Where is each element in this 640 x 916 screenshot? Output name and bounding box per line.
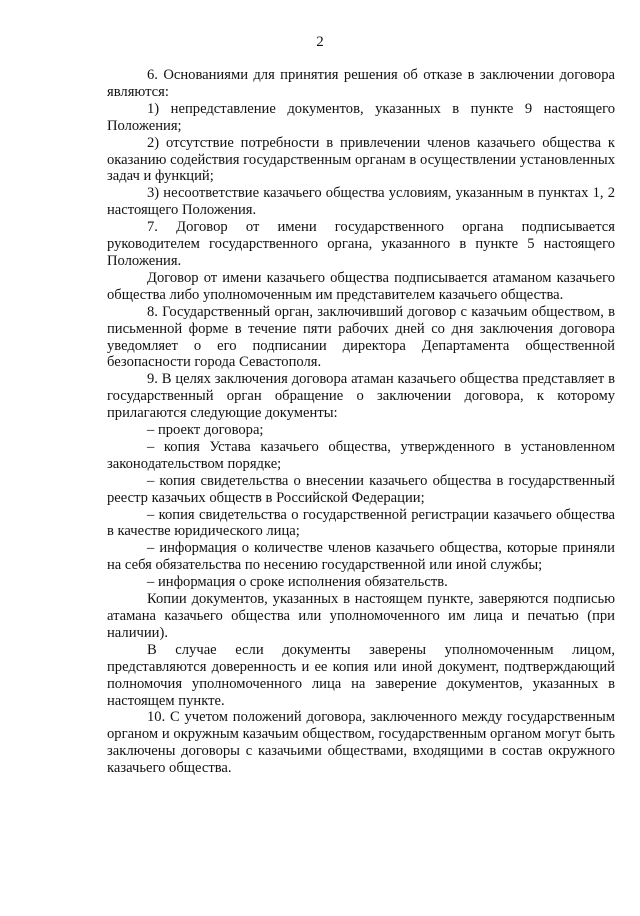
paragraph-7-second: Договор от имени казачьего общества подписывается атаманом казачьего общества либо уполномоченным им представителем казачьего общества.	[107, 269, 615, 303]
paragraph-9-intro: 9. В целях заключения договора атаман казачьего общества представляет в государственный орган обращение о заключении договора, к которому прилагаются следующие документы:	[107, 371, 615, 422]
paragraph-6-item-3: 3) несоответствие казачьего общества условиям, указанным в пунктах 1, 2 настоящего Положения.	[107, 185, 615, 219]
list-item-member-count: – информация о количестве членов казачьего общества, которые приняли на себя обязательства по несению государственной или иной службы;	[107, 540, 615, 574]
paragraph-10: 10. С учетом положений договора, заключенного между государственным органом и окружным казачьим обществом, государственным органом могут быть заключены договоры с казачьими обществами, входящими в состав окружного казачьего общества.	[107, 709, 615, 777]
list-item-draft-contract: – проект договора;	[147, 422, 264, 439]
paragraph-9-copies: Копии документов, указанных в настоящем пункте, заверяются подписью атамана казачьего общества или уполномоченного им лица и печатью (при наличии).	[107, 591, 615, 641]
list-item-registration-certificate: – копия свидетельства о государственной регистрации казачьего общества в качестве юридического лица;	[107, 506, 615, 540]
paragraph-6-intro: 6. Основаниями для принятия решения об отказе в заключении договора являются:	[107, 67, 615, 100]
paragraph-7: 7. Договор от имени государственного органа подписывается руководителем государственного органа, указанного в пункте 5 настоящего Положения.	[107, 219, 615, 269]
paragraph-6-item-2: 2) отсутствие потребности в привлечении членов казачьего общества к оказанию содействия государственным органам в осуществлении установленных задач и функций;	[107, 134, 615, 185]
paragraph-8: 8. Государственный орган, заключивший договор с казачьим обществом, в письменной форме в течение пяти рабочих дней со дня заключения договора уведомляет о его подписании директора Департамента общественной безопасности города Севастополя.	[107, 303, 615, 371]
document-body	[107, 67, 615, 777]
list-item-deadline-info: – информация о сроке исполнения обязательств.	[147, 574, 448, 591]
list-item-charter-copy: – копия Устава казачьего общества, утвержденного в установленном законодательством порядке;	[107, 438, 615, 472]
page-number: 2	[316, 34, 324, 50]
list-item-registry-certificate: – копия свидетельства о внесении казачьего общества в государственный реестр казачьих обществ в Российской Федерации;	[107, 472, 615, 506]
paragraph-6-item-1: 1) непредставление документов, указанных в пункте 9 настоящего Положения;	[107, 100, 615, 134]
paragraph-9-proxy: В случае если документы заверены уполномоченным лицом, представляются доверенность и ее копия или иной документ, подтверждающий полномочия уполномоченного лица на заверение документов, указанных в настоящем пункте.	[107, 641, 615, 709]
